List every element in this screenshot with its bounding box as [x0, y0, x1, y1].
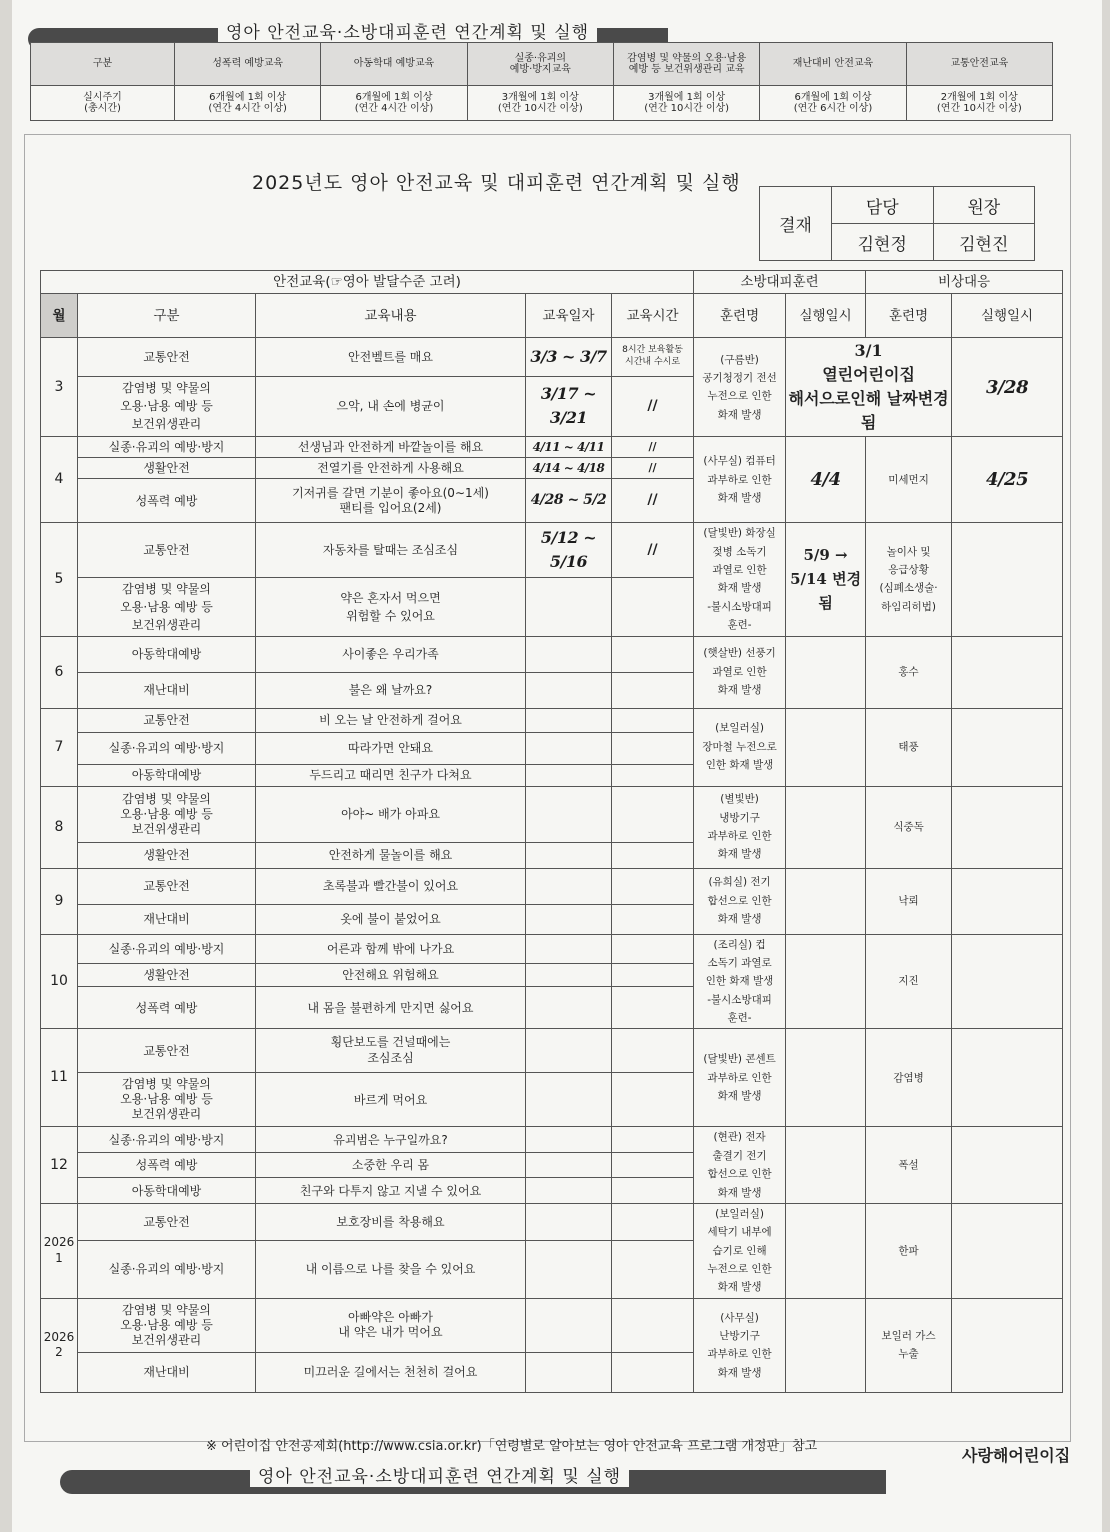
emg-date-cell — [952, 1298, 1063, 1392]
approval-name: 김현진 — [933, 224, 1035, 261]
content-cell: 옷에 불이 붙었어요 — [256, 904, 526, 934]
content-cell: 선생님과 안전하게 바깥놀이를 해요 — [256, 437, 526, 458]
frequency-label-col: 구분 — [31, 43, 175, 86]
emg-name-cell: 감염병 — [866, 1029, 952, 1127]
edu-time-cell — [612, 1073, 694, 1127]
category-cell: 교통안전 — [78, 868, 256, 904]
category-cell: 실종·유괴의 예방·방지 — [78, 437, 256, 458]
edu-time-cell — [612, 1029, 694, 1073]
exec-date-cell — [786, 868, 866, 934]
category-cell: 아동학대예방 — [78, 636, 256, 672]
section-fire-header: 소방대피훈련 — [694, 271, 866, 294]
footer-bar — [60, 1462, 886, 1496]
col-emg-name: 훈련명 — [866, 294, 952, 338]
edu-time-cell — [612, 934, 694, 963]
emg-name-cell: 지진 — [866, 934, 952, 1029]
exec-date-cell — [786, 1029, 866, 1127]
emg-date-cell — [952, 786, 1063, 868]
drill-cell: (달빛반) 콘센트 과부하로 인한 화재 발생 — [694, 1029, 786, 1127]
exec-date-cell — [786, 786, 866, 868]
category-cell: 교통안전 — [78, 1029, 256, 1073]
plan-table — [40, 270, 1063, 1393]
edu-date-cell: 4/14 ~ 4/18 — [526, 458, 612, 479]
edu-time-cell — [612, 963, 694, 986]
exec-date-cell — [786, 1203, 866, 1298]
edu-date-cell — [526, 672, 612, 708]
exec-date-cell: 5/9 → 5/14 변경됨 — [786, 523, 866, 636]
edu-date-cell — [526, 1127, 612, 1153]
frequency-table — [30, 42, 1053, 121]
emg-name-cell: 태풍 — [866, 708, 952, 786]
content-cell: 비 오는 날 안전하게 걸어요 — [256, 708, 526, 732]
content-cell: 두드리고 때리면 친구가 다쳐요 — [256, 764, 526, 786]
table-row — [41, 868, 1063, 904]
content-cell: 소중한 우리 몸 — [256, 1152, 526, 1178]
edu-time-cell — [612, 868, 694, 904]
footnote-prefix: ※ 어린이집 안전공제회( — [206, 1439, 344, 1454]
table-row — [41, 523, 1063, 578]
edu-date-cell — [526, 1073, 612, 1127]
month-label: 7 — [41, 708, 78, 786]
emg-name-cell: 홍수 — [866, 636, 952, 708]
content-cell: 아야~ 배가 아파요 — [256, 786, 526, 842]
table-row — [41, 338, 1063, 376]
edu-date-cell: 4/11 ~ 4/11 — [526, 437, 612, 458]
section-emergency-header: 비상대응 — [866, 271, 1063, 294]
edu-time-cell — [612, 1352, 694, 1392]
footer-title: 영아 안전교육·소방대피훈련 연간계획 및 실행 — [250, 1462, 629, 1487]
category-cell: 실종·유괴의 예방·방지 — [78, 1240, 256, 1298]
edu-date-cell — [526, 904, 612, 934]
month-label: 5 — [41, 523, 78, 636]
drill-cell: (별빛반) 냉방기구 과부하로 인한 화재 발생 — [694, 786, 786, 868]
edu-time-cell — [612, 1203, 694, 1240]
edu-time-cell: // — [612, 523, 694, 578]
edu-time-cell: // — [612, 437, 694, 458]
col-emg-date: 실행일시 — [952, 294, 1063, 338]
exec-date-cell — [786, 708, 866, 786]
frequency-period: 3개월에 1회 이상 (연간 10시간 이상) — [613, 86, 759, 121]
category-cell: 성폭력 예방 — [78, 986, 256, 1028]
edu-time-cell — [612, 986, 694, 1028]
category-cell: 아동학대예방 — [78, 764, 256, 786]
table-row — [41, 1029, 1063, 1073]
category-cell: 재난대비 — [78, 904, 256, 934]
col-drill-name: 훈련명 — [694, 294, 786, 338]
content-cell: 약은 혼자서 먹으면 위험할 수 있어요 — [256, 578, 526, 636]
drill-cell: (보일러실) 장마철 누전으로 인한 화재 발생 — [694, 708, 786, 786]
content-cell: 불은 왜 날까요? — [256, 672, 526, 708]
approval-table — [759, 186, 1035, 261]
edu-date-cell: 4/28 ~ 5/2 — [526, 479, 612, 523]
content-cell: 내 몸을 불편하게 만지면 싫어요 — [256, 986, 526, 1028]
category-cell: 성폭력 예방 — [78, 1152, 256, 1178]
edu-date-cell: 3/3 ~ 3/7 — [526, 338, 612, 376]
col-content: 교육내용 — [256, 294, 526, 338]
edu-time-cell: // — [612, 479, 694, 523]
edu-date-cell — [526, 934, 612, 963]
edu-date-cell — [526, 842, 612, 868]
frequency-header-row — [31, 43, 1053, 86]
month-label: 8 — [41, 786, 78, 868]
content-cell: 안전하게 물놀이를 해요 — [256, 842, 526, 868]
drill-cell: (유희실) 전기 합선으로 인한 화재 발생 — [694, 868, 786, 934]
emg-date-cell — [952, 523, 1063, 636]
category-cell: 교통안전 — [78, 523, 256, 578]
category-cell: 교통안전 — [78, 338, 256, 376]
drill-cell: (햇살반) 선풍기 과열로 인한 화재 발생 — [694, 636, 786, 708]
exec-date-cell — [786, 934, 866, 1029]
category-cell: 감염병 및 약물의 오용·남용 예방 등 보건위생관리 — [78, 578, 256, 636]
exec-date-cell: 4/4 — [786, 437, 866, 523]
edu-time-cell — [612, 672, 694, 708]
content-cell: 사이좋은 우리가족 — [256, 636, 526, 672]
content-cell: 아빠약은 아빠가 내 약은 내가 먹어요 — [256, 1298, 526, 1352]
category-cell: 재난대비 — [78, 1352, 256, 1392]
edu-date-cell — [526, 963, 612, 986]
frequency-item-name: 아동학대 예방교육 — [321, 43, 467, 86]
emg-date-cell — [952, 1203, 1063, 1298]
frequency-item-name: 성폭력 예방교육 — [175, 43, 321, 86]
content-cell: 횡단보도를 건널때에는 조심조심 — [256, 1029, 526, 1073]
frequency-item-name: 실종·유괴의 예방·방지교육 — [467, 43, 613, 86]
edu-date-cell: 5/12 ~ 5/16 — [526, 523, 612, 578]
category-cell: 생활안전 — [78, 963, 256, 986]
edu-date-cell — [526, 1029, 612, 1073]
table-row — [41, 708, 1063, 732]
edu-date-cell — [526, 764, 612, 786]
edu-time-cell — [612, 578, 694, 636]
edu-date-cell — [526, 708, 612, 732]
edu-time-cell — [612, 786, 694, 842]
frequency-period: 6개월에 1회 이상 (연간 6시간 이상) — [760, 86, 906, 121]
content-cell: 으악, 내 손에 병균이 — [256, 376, 526, 437]
drill-cell: (조리실) 컵 소독기 과열로 인한 화재 발생 -불시소방대피 훈련- — [694, 934, 786, 1029]
organization-name: 사랑해어린이집 — [962, 1446, 1071, 1465]
exec-date-cell — [786, 636, 866, 708]
month-label: 2026 1 — [41, 1203, 78, 1298]
exec-date-cell: 3/1 열린어린이집 해서으로인해 날짜변경됨 — [786, 338, 952, 437]
drill-cell: (달빛반) 화장실 젖병 소독기 과열로 인한 화재 발생 -불시소방대피 훈련- — [694, 523, 786, 636]
edu-time-cell — [612, 1178, 694, 1204]
edu-date-cell — [526, 1152, 612, 1178]
category-cell: 교통안전 — [78, 1203, 256, 1240]
column-header-row — [41, 294, 1063, 338]
emg-date-cell — [952, 868, 1063, 934]
edu-date-cell — [526, 636, 612, 672]
month-label: 11 — [41, 1029, 78, 1127]
footnote-suffix: )「연령별로 알아보는 영아 안전교육 프로그램 개정판」참고 — [476, 1439, 818, 1454]
drill-cell: (보일러실) 세탁기 내부에 습기로 인해 누전으로 인한 화재 발생 — [694, 1203, 786, 1298]
category-cell: 성폭력 예방 — [78, 479, 256, 523]
category-cell: 재난대비 — [78, 672, 256, 708]
edu-date-cell — [526, 1178, 612, 1204]
table-row — [41, 1203, 1063, 1240]
emg-name-cell: 식중독 — [866, 786, 952, 868]
content-cell: 미끄러운 길에서는 천천히 걸어요 — [256, 1352, 526, 1392]
content-cell: 친구와 다투지 않고 지낼 수 있어요 — [256, 1178, 526, 1204]
content-cell: 유괴범은 누구일까요? — [256, 1127, 526, 1153]
edu-time-cell — [612, 1298, 694, 1352]
frequency-period: 2개월에 1회 이상 (연간 10시간 이상) — [906, 86, 1052, 121]
edu-time-cell: // — [612, 376, 694, 437]
drill-cell: (사무실) 컴퓨터 과부하로 인한 화재 발생 — [694, 437, 786, 523]
frequency-item-name: 교통안전교육 — [906, 43, 1052, 86]
exec-date-cell — [786, 1127, 866, 1204]
emg-date-cell — [952, 934, 1063, 1029]
table-row — [41, 636, 1063, 672]
emg-date-cell: 4/25 — [952, 437, 1063, 523]
category-cell: 실종·유괴의 예방·방지 — [78, 1127, 256, 1153]
content-cell: 안전해요 위험해요 — [256, 963, 526, 986]
edu-date-cell: 3/17 ~ 3/21 — [526, 376, 612, 437]
edu-time-cell: 8시간 보육활동 시간내 수시로 — [612, 338, 694, 376]
edu-date-cell — [526, 732, 612, 764]
edu-date-cell — [526, 1240, 612, 1298]
edu-time-cell — [612, 708, 694, 732]
table-row — [41, 786, 1063, 842]
table-row — [41, 437, 1063, 458]
category-cell: 감염병 및 약물의 오용·남용 예방 등 보건위생관리 — [78, 1298, 256, 1352]
col-edu-time: 교육시간 — [612, 294, 694, 338]
drill-cell: (현관) 전자 출결기 전기 합선으로 인한 화재 발생 — [694, 1127, 786, 1204]
drill-cell: (사무실) 난방기구 과부하로 인한 화재 발생 — [694, 1298, 786, 1392]
section-safety-header: 안전교육(☞영아 발달수준 고려) — [41, 271, 694, 294]
table-row — [41, 1298, 1063, 1352]
edu-time-cell — [612, 764, 694, 786]
col-exec-date: 실행일시 — [786, 294, 866, 338]
content-cell: 바르게 먹어요 — [256, 1073, 526, 1127]
frequency-item-name: 재난대비 안전교육 — [760, 43, 906, 86]
content-cell: 따라가면 안돼요 — [256, 732, 526, 764]
category-cell: 실종·유괴의 예방·방지 — [78, 934, 256, 963]
edu-time-cell — [612, 1152, 694, 1178]
drill-cell: (구름반) 공기청정기 전선 누전으로 인한 화재 발생 — [694, 338, 786, 437]
content-cell: 초록불과 빨간불이 있어요 — [256, 868, 526, 904]
content-cell: 어른과 함께 밖에 나가요 — [256, 934, 526, 963]
category-cell: 감염병 및 약물의 오용·남용 예방 등 보건위생관리 — [78, 786, 256, 842]
emg-date-cell — [952, 1127, 1063, 1204]
approval-role: 담당 — [832, 187, 934, 224]
category-cell: 생활안전 — [78, 842, 256, 868]
month-label: 6 — [41, 636, 78, 708]
frequency-item-name: 감염병 및 약물의 오용·남용 예방 등 보건위생관리 교육 — [613, 43, 759, 86]
category-cell: 실종·유괴의 예방·방지 — [78, 732, 256, 764]
emg-date-cell — [952, 708, 1063, 786]
edu-date-cell — [526, 1298, 612, 1352]
category-cell: 교통안전 — [78, 708, 256, 732]
emg-date-cell — [952, 636, 1063, 708]
content-cell: 자동차를 탈때는 조심조심 — [256, 523, 526, 578]
category-cell: 감염병 및 약물의 오용·남용 예방 등 보건위생관리 — [78, 376, 256, 437]
content-cell: 보호장비를 착용해요 — [256, 1203, 526, 1240]
emg-name-cell: 한파 — [866, 1203, 952, 1298]
table-row — [41, 934, 1063, 963]
col-month: 월 — [41, 294, 78, 338]
category-cell: 감염병 및 약물의 오용·남용 예방 등 보건위생관리 — [78, 1073, 256, 1127]
category-cell: 아동학대예방 — [78, 1178, 256, 1204]
edu-time-cell — [612, 904, 694, 934]
edu-date-cell — [526, 1352, 612, 1392]
month-label: 2026 2 — [41, 1298, 78, 1392]
edu-date-cell — [526, 786, 612, 842]
category-cell: 생활안전 — [78, 458, 256, 479]
approval-label: 결재 — [760, 187, 832, 261]
edu-date-cell — [526, 578, 612, 636]
col-category: 구분 — [78, 294, 256, 338]
col-edu-date: 교육일자 — [526, 294, 612, 338]
content-cell: 내 이름으로 나를 찾을 수 있어요 — [256, 1240, 526, 1298]
emg-date-cell: 3/28 — [952, 338, 1063, 437]
month-label: 12 — [41, 1127, 78, 1204]
frequency-value-row — [31, 86, 1053, 121]
header-title: 영아 안전교육·소방대피훈련 연간계획 및 실행 — [218, 18, 597, 43]
edu-date-cell — [526, 1203, 612, 1240]
content-cell: 안전벨트를 매요 — [256, 338, 526, 376]
page-title: 2025년도 영아 안전교육 및 대피훈련 연간계획 및 실행 — [252, 172, 741, 194]
edu-time-cell — [612, 1240, 694, 1298]
edu-time-cell — [612, 842, 694, 868]
emg-name-cell: 낙뢰 — [866, 868, 952, 934]
table-row — [41, 1127, 1063, 1153]
footnote-link[interactable]: http://www.csia.or.kr — [343, 1439, 477, 1454]
emg-date-cell — [952, 1029, 1063, 1127]
footnote — [206, 1435, 817, 1454]
frequency-period: 3개월에 1회 이상 (연간 10시간 이상) — [467, 86, 613, 121]
month-label: 3 — [41, 338, 78, 437]
approval-role: 원장 — [933, 187, 1035, 224]
exec-date-cell — [786, 1298, 866, 1392]
edu-time-cell — [612, 1127, 694, 1153]
emg-name-cell: 미세먼지 — [866, 437, 952, 523]
month-label: 10 — [41, 934, 78, 1029]
edu-time-cell — [612, 732, 694, 764]
edu-date-cell — [526, 868, 612, 904]
frequency-period: 6개월에 1회 이상 (연간 4시간 이상) — [321, 86, 467, 121]
approval-name: 김현정 — [832, 224, 934, 261]
edu-time-cell — [612, 636, 694, 672]
frequency-period: 6개월에 1회 이상 (연간 4시간 이상) — [175, 86, 321, 121]
edu-time-cell: // — [612, 458, 694, 479]
month-label: 9 — [41, 868, 78, 934]
edu-date-cell — [526, 986, 612, 1028]
content-cell: 기저귀를 갈면 기분이 좋아요(0∼1세) 팬티를 입어요(2세) — [256, 479, 526, 523]
content-cell: 전열기를 안전하게 사용해요 — [256, 458, 526, 479]
emg-name-cell: 보일러 가스 누출 — [866, 1298, 952, 1392]
emg-name-cell: 폭설 — [866, 1127, 952, 1204]
month-label: 4 — [41, 437, 78, 523]
emg-name-cell: 놀이사 및 응급상황 (심폐소생술· 하임리히법) — [866, 523, 952, 636]
frequency-label-row: 실시주기 (총시간) — [31, 86, 175, 121]
